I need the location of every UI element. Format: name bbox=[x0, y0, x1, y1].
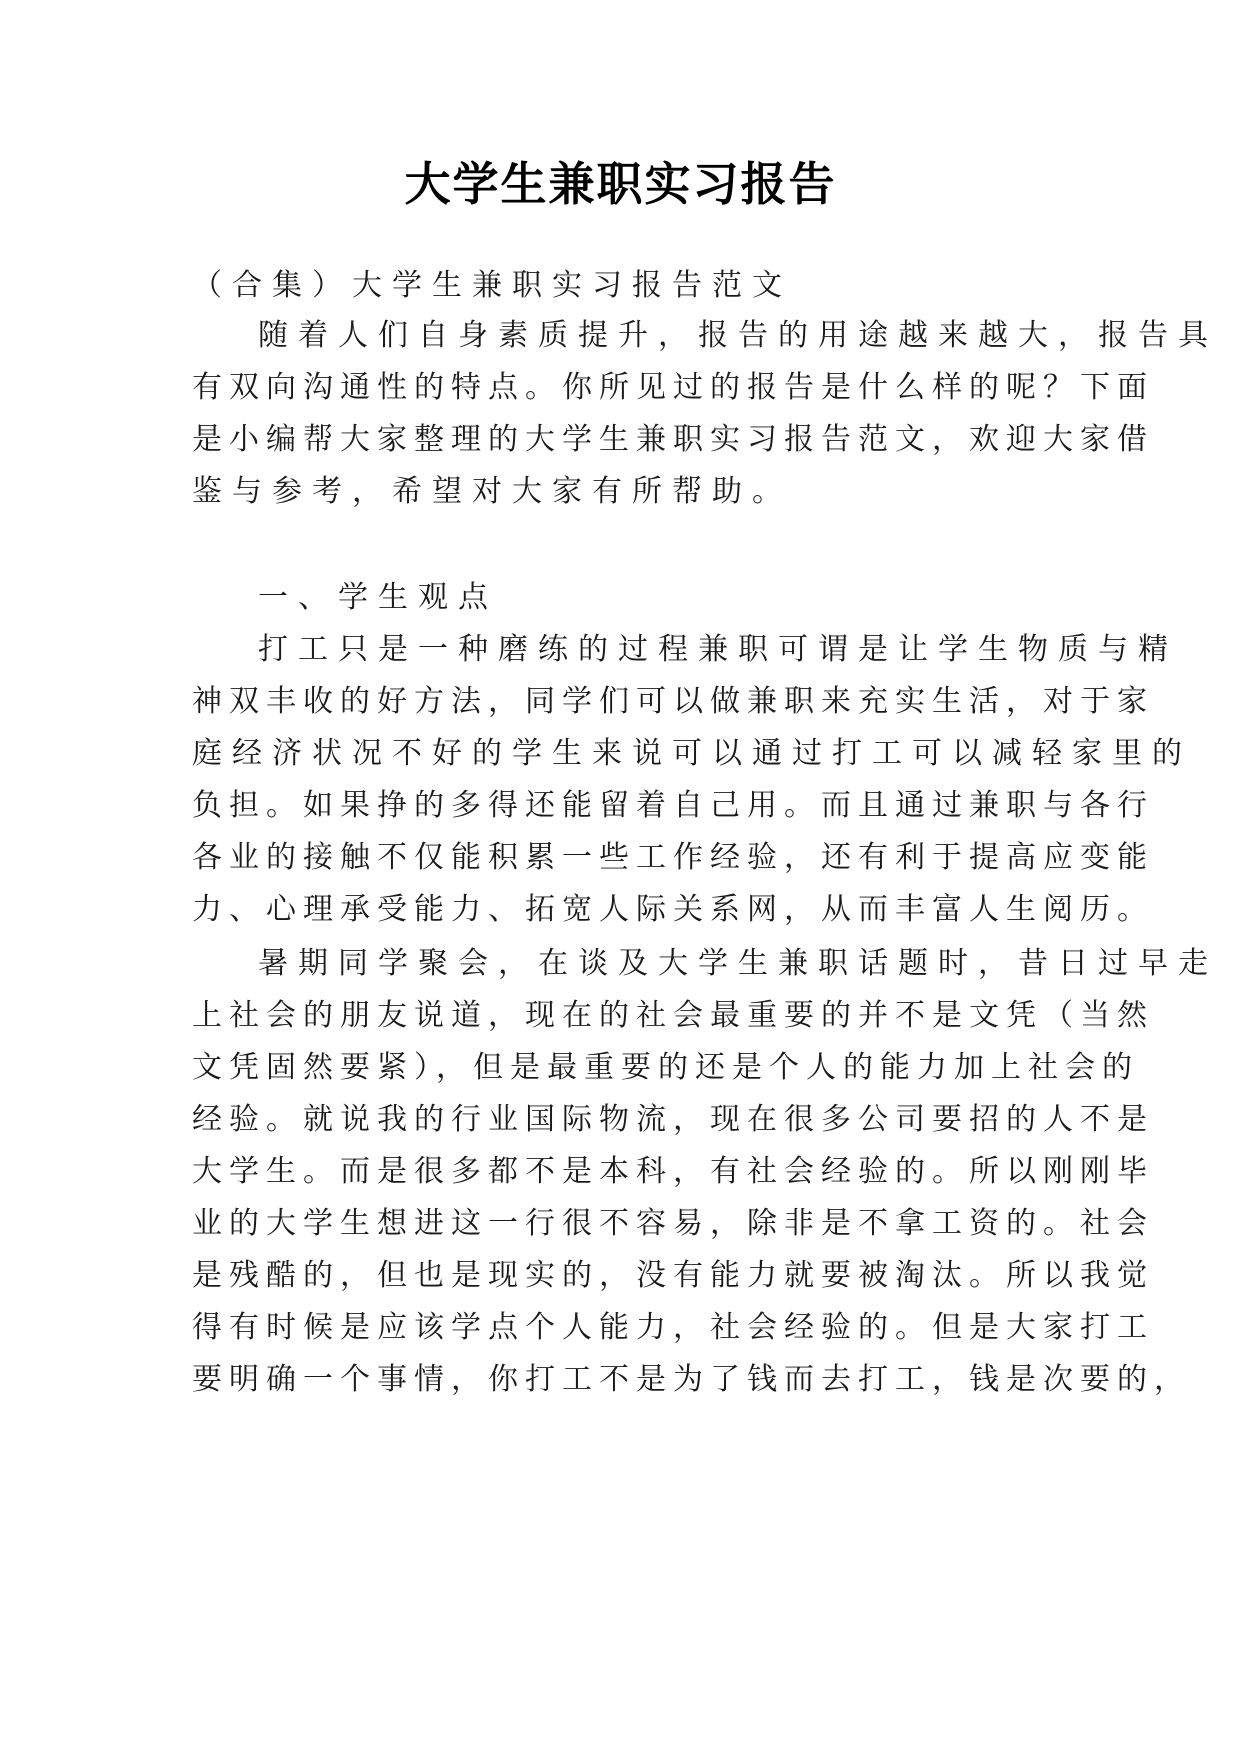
intro-paragraph-line: 随着人们自身素质提升，报告的用途越来越大，报告具 bbox=[258, 318, 1218, 353]
intro-paragraph-line: 有双向沟通性的特点。你所见过的报告是什么样的呢？下面 bbox=[192, 370, 1154, 405]
body-paragraph-line: 神双丰收的好方法，同学们可以做兼职来充实生活，对于家 bbox=[192, 684, 1154, 719]
body-paragraph-line: 力、心理承受能力、拓宽人际关系网，从而丰富人生阅历。 bbox=[192, 892, 1154, 927]
body-paragraph-line: 负担。如果挣的多得还能留着自己用。而且通过兼职与各行 bbox=[192, 788, 1154, 823]
document-title: 大学生兼职实习报告 bbox=[404, 157, 837, 211]
body-paragraph-line: 各业的接触不仅能积累一些工作经验，还有利于提高应变能 bbox=[192, 840, 1154, 875]
subtitle-line: （合集）大学生兼职实习报告范文 bbox=[192, 268, 792, 303]
intro-paragraph-line: 是小编帮大家整理的大学生兼职实习报告范文，欢迎大家借 bbox=[192, 422, 1154, 457]
body-paragraph-line: 文凭固然要紧），但是最重要的还是个人的能力加上社会的 bbox=[192, 1050, 1139, 1085]
body-paragraph-line: 大学生。而是很多都不是本科，有社会经验的。所以刚刚毕 bbox=[192, 1154, 1154, 1189]
intro-paragraph-line: 鉴与参考，希望对大家有所帮助。 bbox=[192, 474, 792, 509]
body-paragraph-line: 要明确一个事情，你打工不是为了钱而去打工，钱是次要的， bbox=[192, 1362, 1191, 1397]
body-paragraph-line: 打工只是一种磨练的过程兼职可谓是让学生物质与精 bbox=[258, 632, 1178, 667]
body-paragraph-line: 得有时候是应该学点个人能力，社会经验的。但是大家打工 bbox=[192, 1310, 1154, 1345]
body-paragraph-line: 经验。就说我的行业国际物流，现在很多公司要招的人不是 bbox=[192, 1102, 1154, 1137]
body-paragraph-line: 是残酷的，但也是现实的，没有能力就要被淘汰。所以我觉 bbox=[192, 1258, 1154, 1293]
body-paragraph-line: 上社会的朋友说道，现在的社会最重要的并不是文凭（当然 bbox=[192, 998, 1154, 1033]
body-paragraph-line: 暑期同学聚会，在谈及大学生兼职话题时，昔日过早走 bbox=[258, 946, 1218, 981]
body-paragraph-line: 庭经济状况不好的学生来说可以通过打工可以减轻家里的 bbox=[192, 736, 1192, 771]
section-heading: 一、学生观点 bbox=[258, 580, 498, 615]
body-paragraph-line: 业的大学生想进这一行很不容易，除非是不拿工资的。社会 bbox=[192, 1206, 1154, 1241]
